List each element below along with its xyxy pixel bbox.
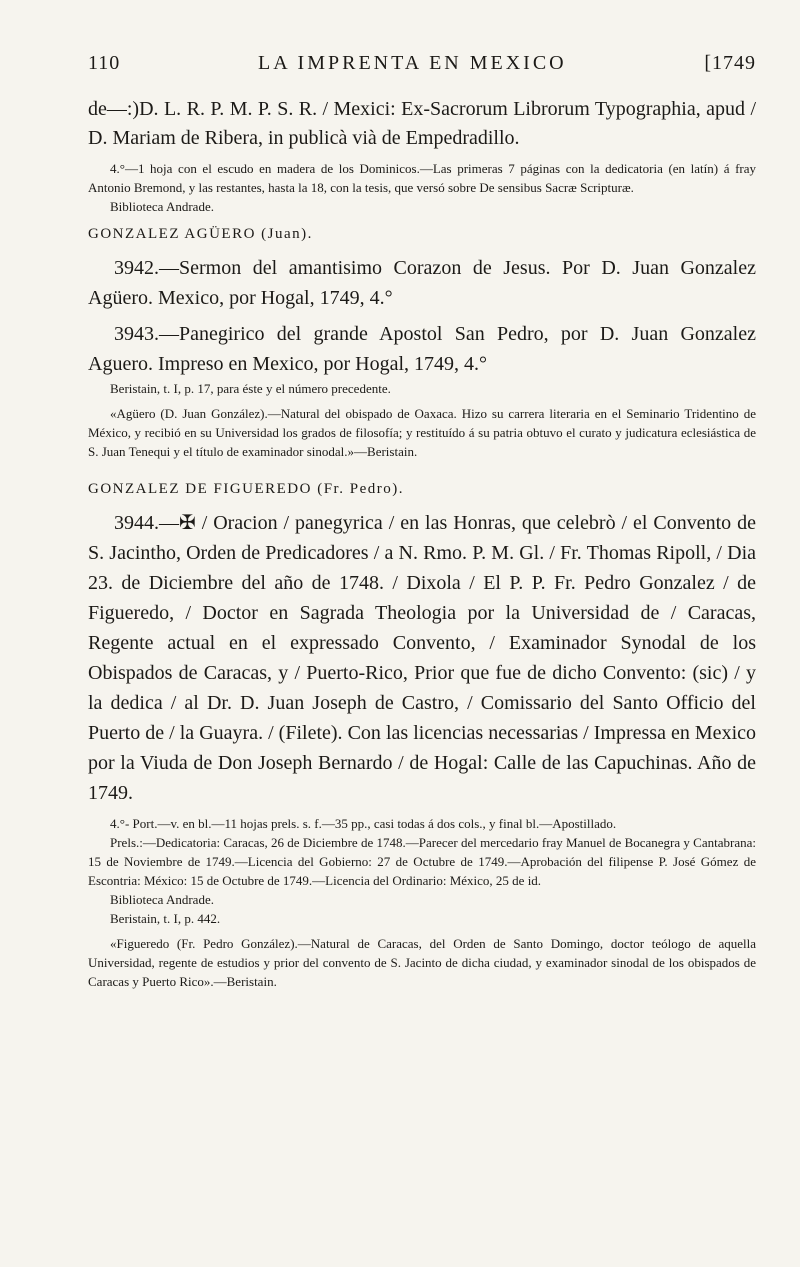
- top-entry-description: 4.°—1 hoja con el escudo en madera de los Dominicos.—Las primeras 7 páginas con la dedicatoria (en latín) á fray Antonio Bremond, y las restantes, hasta la 18, con la tesis, que versó sobre De sensibus Sacræ Scripturæ.: [88, 161, 756, 195]
- entry-3944-library: Biblioteca Andrade.: [110, 892, 214, 907]
- entry-3943-reference: Beristain, t. I, p. 17, para éste y el número precedente.: [110, 381, 391, 396]
- top-entry-title: de—:)D. L. R. P. M. P. S. R. / Mexici: Ex-Sacrorum Librorum Typographia, apud / D. Mariam de Ribera, in publicà vià de Empedradillo.: [88, 98, 756, 149]
- entry-3944-preliminaries: Prels.:—Dedicatoria: Caracas, 26 de Diciembre de 1748.—Parecer del mercedario fray Manuel de Bocanegra y Cantabrana: 15 de Noviembre de 1749.—Licencia del Gobierno: 27 de Octubre de 1749.—Aprobación del filipense P. José Gómez de Escontria: México: 15 de Octubre de 1749.—Licencia del Ordinario: México, 25 de id.: [88, 835, 756, 888]
- author-heading-gonzalez-de-figueredo: GONZALEZ DE FIGUEREDO (Fr. Pedro).: [88, 481, 404, 497]
- entry-3944-description: 4.°- Port.—v. en bl.—11 hojas prels. s. f.—35 pp., casi todas á dos cols., y final bl.—Apostillado.: [110, 816, 617, 831]
- author-bio-figueredo: «Figueredo (Fr. Pedro González).—Natural de Caracas, del Orden de Santo Domingo, doctor teólogo de aquella Universidad, regente de estudios y prior del convento de S. Jacinto de dicha ciudad, y examinador sinodal de los obispados de Caracas y Puerto Rico».—Beristain.: [88, 936, 756, 989]
- running-title: LA IMPRENTA EN MEXICO: [257, 52, 567, 74]
- entry-3944: 3944.—✠ / Oracion / panegyrica / en las Honras, que celebrò / el Convento de S. Jacintho, Orden de Predicadores / a N. Rmo. P. M. Gl. / Fr. Thomas Ripoll, / Dia 23. de Diciembre del año de 1748. / Dixola / El P. P. Fr. Pedro Gonzalez / de Figueredo, / Doctor en Sagrada Theologia por la Universidad de / Caracas, Regente actual en el expressado Convento, / Examinador Synodal de los Obispados de Caracas, y / Puerto-Rico, Prior que fue de dicho Convento: (sic) / y la dedica / al Dr. D. Juan Joseph de Castro, / Comissario del Santo Officio del Puerto de / la Guayra. / (Filete). Con las licencias necessarias / Impressa en Mexico por la Viuda de Don Joseph Bernardo / de Hogal: Calle de las Capuchinas. Año de 1749.: [88, 512, 756, 804]
- header-year: [1749: [704, 52, 756, 74]
- page-number: 110: [88, 52, 121, 74]
- entry-3942: 3942.—Sermon del amantisimo Corazon de Jesus. Por D. Juan Gonzalez Agüero. Mexico, por Hogal, 1749, 4.°: [88, 257, 756, 309]
- entry-3944-reference: Beristain, t. I, p. 442.: [110, 911, 221, 926]
- top-entry-library: Biblioteca Andrade.: [110, 199, 214, 214]
- author-bio-aguero: «Agüero (D. Juan González).—Natural del obispado de Oaxaca. Hizo su carrera literaria en el Seminario Tridentino de México, y recibió en su Universidad los grados de filosofía; y restituído á su patria obtuvo el curato y judicatura eclesiástica de S. Juan Tenequi y el título de examinador sinodal.»—Beristain.: [88, 406, 756, 459]
- entry-3943: 3943.—Panegirico del grande Apostol San Pedro, por D. Juan Gonzalez Aguero. Impreso en Mexico, por Hogal, 1749, 4.°: [88, 323, 756, 375]
- author-heading-gonzalez-aguero: GONZALEZ AGÜERO (Juan).: [88, 226, 313, 242]
- running-header: [88, 52, 756, 75]
